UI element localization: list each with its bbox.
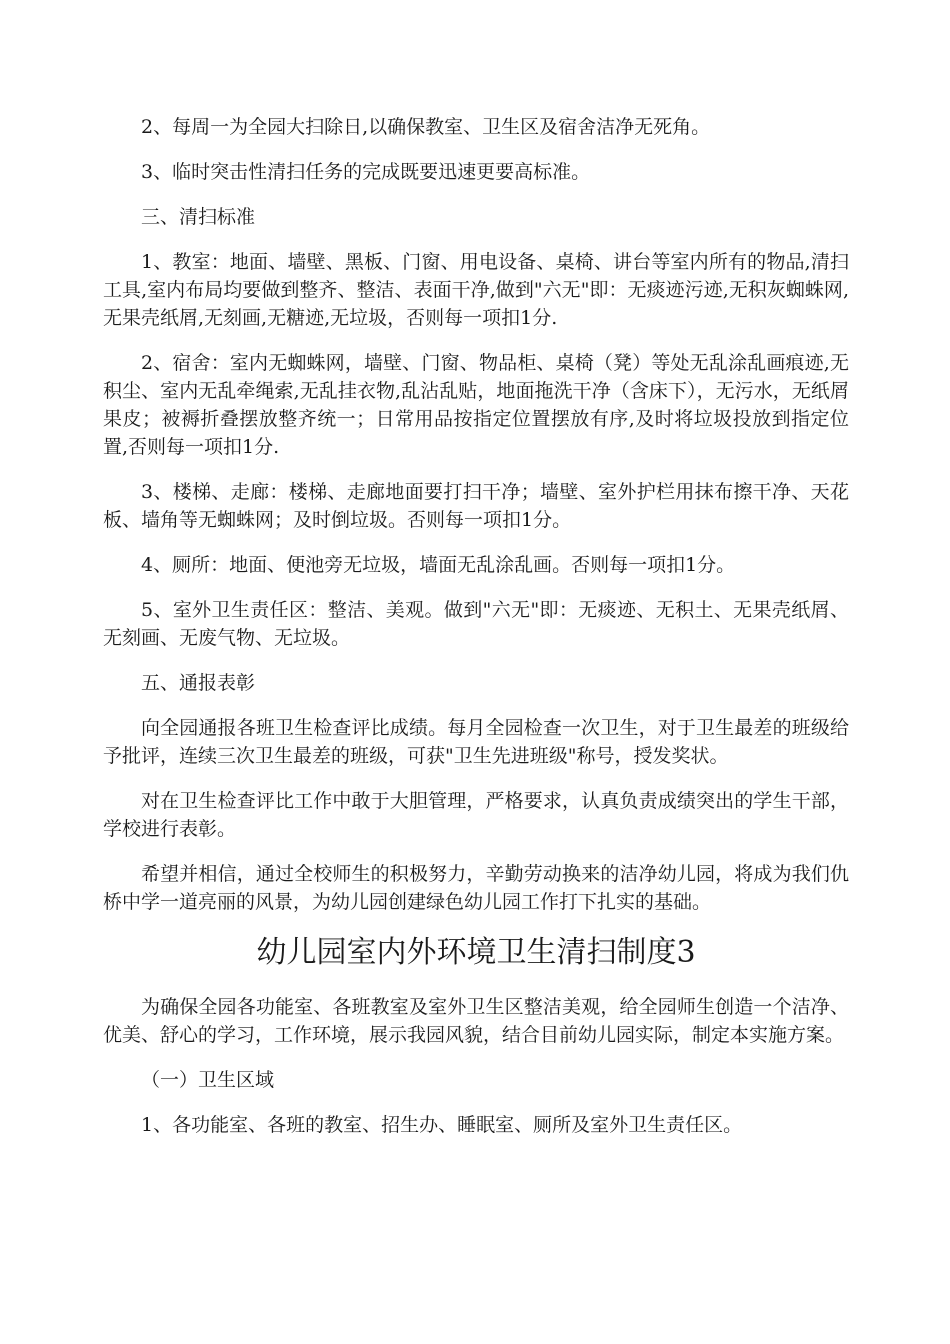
heading-report-commendation: 五、通报表彰 bbox=[141, 672, 256, 694]
paragraph-report-results: 向全园通报各班卫生检查评比成绩。每月全园检查一次卫生，对于卫生最差的班级给予批评，连续三次卫生最差的班级，可获"卫生先进班级"称号，授发奖状。 bbox=[103, 717, 849, 767]
paragraph-stairs-corridor-standard: 3、楼梯、走廊：楼梯、走廊地面要打扫干净；墙壁、室外护栏用抹布擦干净、天花板、墙角等无蜘蛛网；及时倒垃圾。否则每一项扣1分。 bbox=[103, 481, 849, 531]
paragraph-outdoor-area-standard: 5、室外卫生责任区：整洁、美观。做到"六无"即：无痰迹、无积土、无果壳纸屑、无刻画、无废气物、无垃圾。 bbox=[103, 599, 849, 649]
paragraph-temporary-tasks: 3、临时突击性清扫任务的完成既要迅速更要高标准。 bbox=[141, 161, 591, 183]
paragraph-classroom-standard: 1、教室：地面、墙壁、黑板、门窗、用电设备、桌椅、讲台等室内所有的物品,清扫工具,室内布局均要做到整齐、整洁、表面干净,做到"六无"即：无痰迹污迹,无积灰蜘蛛网,无果壳纸屑,无刻画,无糖迹,无垃圾，否则每一项扣1分. bbox=[103, 251, 849, 329]
paragraph-weekly-cleaning: 2、每周一为全园大扫除日,以确保教室、卫生区及宿舍洁净无死角。 bbox=[141, 116, 711, 138]
heading-hygiene-areas: （一）卫生区域 bbox=[141, 1069, 275, 1091]
paragraph-dormitory-standard: 2、宿舍：室内无蜘蛛网，墙壁、门窗、物品柜、桌椅（凳）等处无乱涂乱画痕迹,无积尘、室内无乱牵绳索,无乱挂衣物,乱沾乱贴，地面拖洗干净（含床下），无污水，无纸屑果皮；被褥折叠摆放整齐统一；日常用品按指定位置摆放有序,及时将垃圾投放到指定位置,否则每一项扣1分. bbox=[103, 352, 849, 458]
heading-cleaning-standards: 三、清扫标准 bbox=[141, 206, 256, 228]
paragraph-toilet-standard: 4、厕所：地面、便池旁无垃圾，墙面无乱涂乱画。否则每一项扣1分。 bbox=[141, 554, 736, 576]
paragraph-closing-hope: 希望并相信，通过全校师生的积极努力，辛勤劳动换来的洁净幼儿园，将成为我们仇桥中学一道亮丽的风景，为幼儿园创建绿色幼儿园工作打下扎实的基础。 bbox=[103, 863, 849, 913]
paragraph-areas-list: 1、各功能室、各班的教室、招生办、睡眠室、厕所及室外卫生责任区。 bbox=[141, 1114, 743, 1136]
document-page bbox=[103, 113, 849, 1156]
section-title: 幼儿园室内外环境卫生清扫制度3 bbox=[256, 935, 696, 970]
paragraph-commend-students: 对在卫生检查评比工作中敢于大胆管理，严格要求，认真负责成绩突出的学生干部，学校进行表彰。 bbox=[103, 790, 849, 840]
paragraph-purpose: 为确保全园各功能室、各班教室及室外卫生区整洁美观，给全园师生创造一个洁净、优美、舒心的学习，工作环境，展示我园风貌，结合目前幼儿园实际，制定本实施方案。 bbox=[103, 996, 849, 1046]
